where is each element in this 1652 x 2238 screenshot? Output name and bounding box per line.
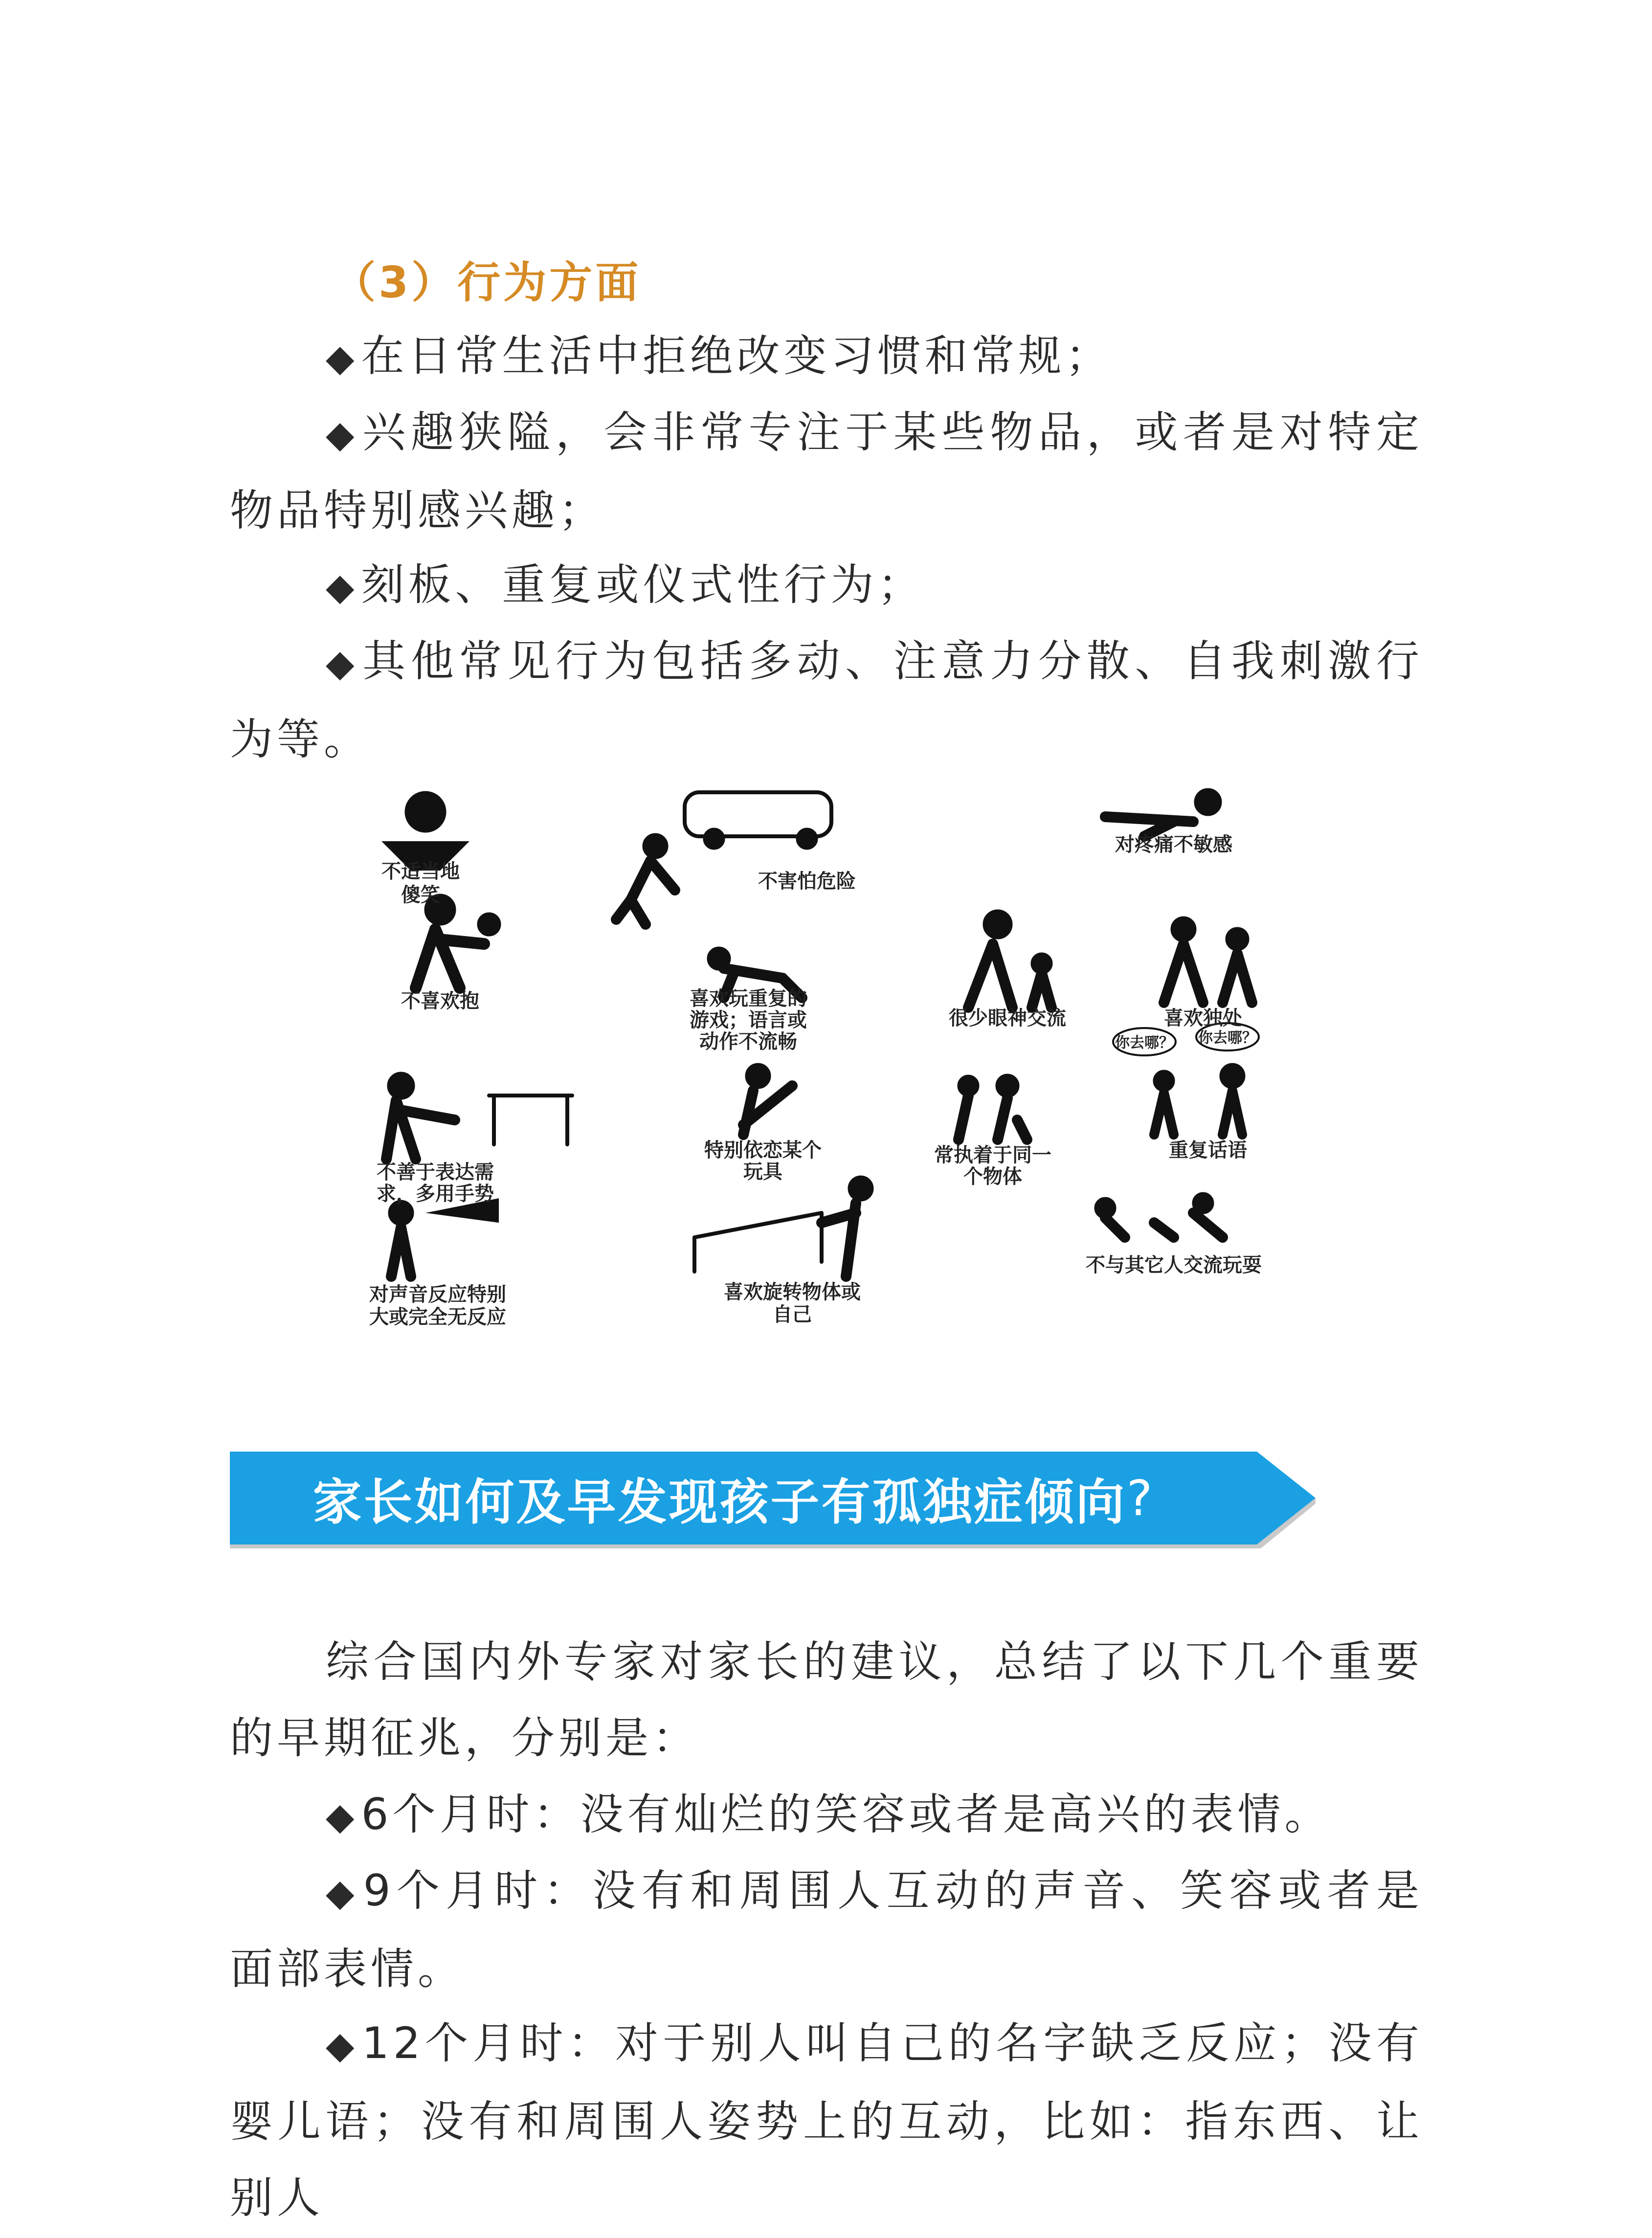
- label-gesture-2: 求，多用手势: [377, 1183, 494, 1205]
- bullet-paragraph: ◆在日常生活中拒绝改变习惯和常规；: [326, 331, 1113, 381]
- label-spin-1: 喜欢旋转物体或: [724, 1281, 861, 1303]
- svg-text:对声音反应特别大或完全无反应: [369, 1283, 506, 1328]
- bullet-paragraph: ◆12个月时：对于别人叫自己的名字缺乏反应；没有婴儿语；没有和周围人姿势上的互动，比如：指东西、让别人: [230, 2018, 1423, 2223]
- label-noplay: 不与其它人交流玩耍: [1086, 1254, 1262, 1276]
- label-repeat: 重复话语: [1169, 1139, 1247, 1162]
- label-gesture-1: 不善于表达需: [377, 1161, 494, 1184]
- figure-toy-icon: [743, 1063, 792, 1135]
- bubble-text-1: 你去哪？: [1115, 1034, 1174, 1052]
- bullet-paragraph: ◆刻板、重复或仪式性行为；: [326, 560, 925, 610]
- label-eye: 很少眼神交流: [949, 1007, 1066, 1029]
- bullet-paragraph: ◆9个月时：没有和周围人互动的声音、笑容或者是面部表情。: [230, 1865, 1423, 1994]
- figure-pain-icon: [1105, 788, 1222, 836]
- label-play-3: 动作不流畅: [699, 1030, 797, 1053]
- figure-gesture-icon: [386, 1072, 572, 1159]
- question-mark: ?: [1126, 1469, 1155, 1527]
- label-object-2: 个物体: [963, 1165, 1022, 1188]
- label-toy-1: 特别依恋某个: [704, 1139, 822, 1162]
- figure-alone-icon: [1164, 917, 1252, 1003]
- label-play-2: 游戏；语言或: [690, 1009, 807, 1031]
- label-alone: 喜欢独处: [1164, 1007, 1242, 1029]
- bubble-text-2: 你去哪？: [1198, 1029, 1257, 1047]
- figure-sound-icon: [388, 1198, 499, 1276]
- figure-no-play-icon: [1094, 1192, 1223, 1237]
- label-pain: 对疼痛不敏感: [1115, 833, 1232, 856]
- diamond-bullet-icon: ◆: [326, 641, 360, 685]
- label-spin-2: 自己: [773, 1303, 812, 1326]
- svg-text:特别依恋某个玩具: [704, 1139, 822, 1183]
- svg-text:喜欢旋转物体或自己: [724, 1281, 861, 1326]
- label-object-1: 常执着于同一: [934, 1144, 1051, 1166]
- label-giggle-1: 不适当地: [381, 860, 460, 883]
- bullet-paragraph: ◆6个月时：没有灿烂的笑容或者是高兴的表情。: [326, 1789, 1332, 1839]
- figure-object-icon: [958, 1074, 1027, 1140]
- label-sound-1: 对声音反应特别: [369, 1283, 506, 1306]
- label-toy-2: 玩具: [743, 1161, 782, 1183]
- label-play-1: 喜欢玩重复的: [690, 987, 807, 1010]
- behavior-illustration: [342, 783, 1320, 1360]
- label-hug: 不喜欢抱: [401, 990, 479, 1012]
- diamond-bullet-icon: ◆: [326, 1794, 358, 1838]
- svg-text:不善于表达需求，多用手势: [377, 1161, 494, 1205]
- label-giggle-2: 傻笑: [401, 884, 440, 906]
- diamond-bullet-icon: ◆: [326, 336, 358, 380]
- section-heading-behavior: （3）行为方面: [333, 257, 642, 308]
- diamond-bullet-icon: ◆: [326, 565, 358, 608]
- bullet-paragraph: ◆其他常见行为包括多动、注意力分散、自我刺激行为等。: [230, 636, 1423, 764]
- figure-giggle-icon: [381, 791, 469, 871]
- svg-text:常执着于同一个物体: [934, 1144, 1051, 1188]
- figure-danger-icon: [616, 792, 831, 924]
- bullet-paragraph: ◆兴趣狭隘，会非常专注于某些物品，或者是对特定物品特别感兴趣；: [230, 407, 1423, 536]
- label-danger: 不害怕危险: [758, 870, 856, 893]
- diamond-bullet-icon: ◆: [326, 2023, 359, 2067]
- intro-paragraph: 综合国内外专家对家长的建议，总结了以下几个重要的早期征兆，分别是：: [230, 1636, 1423, 1763]
- banner-title: 家长如何及早发现孩子有孤独症倾向 ?: [313, 1469, 1155, 1531]
- figure-hug-icon: [416, 894, 501, 988]
- svg-text:喜欢玩重复的游戏；语言或动作不流畅: [690, 987, 807, 1053]
- label-sound-2: 大或完全无反应: [369, 1306, 506, 1328]
- diamond-bullet-icon: ◆: [326, 1871, 360, 1914]
- figure-spinning-icon: [694, 1176, 873, 1276]
- figure-eye-contact-icon: [968, 910, 1052, 1007]
- diamond-bullet-icon: ◆: [326, 412, 360, 456]
